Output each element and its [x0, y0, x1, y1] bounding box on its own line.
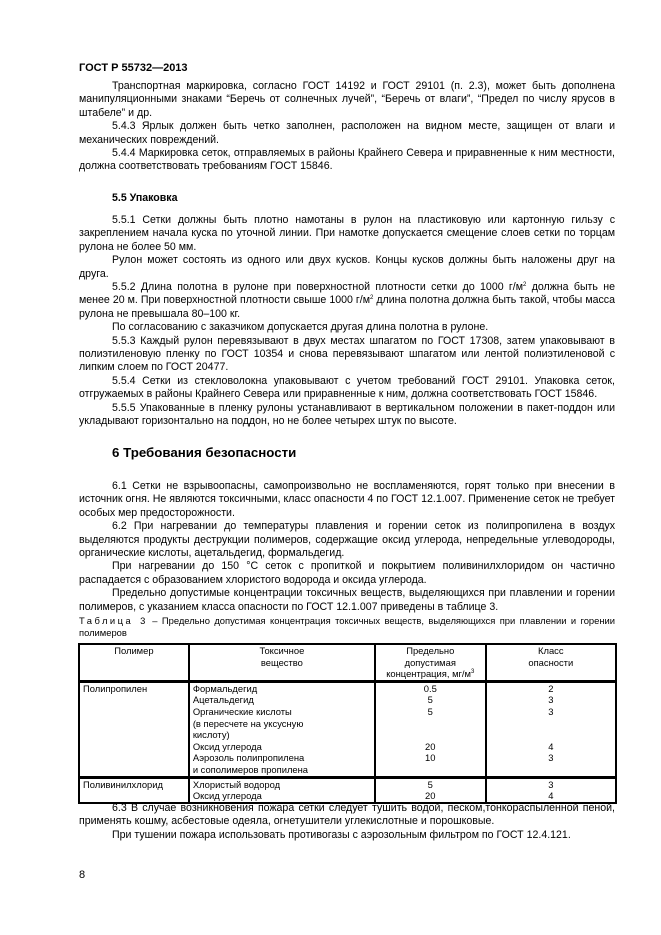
table-header-row: [79, 644, 616, 681]
table-row: (в пересчете на уксусную: [79, 718, 616, 730]
section-5-5-title: 5.5 Упаковка: [112, 192, 178, 204]
paragraph-5-5-3: 5.5.3 Каждый рулон перевязывают в двух местах шпагатом по ГОСТ 17308, затем упаковывают в полиэтиленовую пленку по ГОСТ 10354 и снова перевязывают шпагатом или лентой полиэтиленовой с липким слоем по ГОСТ 20477.: [79, 334, 615, 374]
document-header: ГОСТ Р 55732—2013: [79, 62, 188, 74]
paragraph-5-5-4: 5.5.4 Сетки из стекловолокна упаковывают с учетом требований ГОСТ 29101. Упаковка сеток, отгружаемых в районы Крайнего Севера или приравненные к ним, должна соответствовать ГОСТ 15846.: [79, 374, 615, 401]
header-concentration: Предельно допустимая концентрация, $мг/м^3$: [375, 644, 486, 681]
page-number: 8: [79, 869, 86, 881]
table-row: Оксид углерода 20 4: [79, 741, 616, 753]
table-row: и сополимеров пропилена: [79, 764, 616, 777]
paragraph-max-concentrations: Предельно допустимые концентрации токсичных веществ, выделяющихся при плавлении и горении полимеров, с указанием класса опасности по ГОСТ 12.1.007 приведены в таблице 3.: [79, 587, 615, 613]
table-row: Оксид углерода 20 4: [79, 790, 616, 803]
paragraph-transport-marking: Транспортная маркировка, согласно ГОСТ 14192 и ГОСТ 29101 (п. 2.3), может быть дополнена манипуляционными знаками “Беречь от солнечных лучей”, “Беречь от влаги”, “Предел по числу ярусов в штабеле” и др.: [79, 80, 615, 119]
table-row: Ацетальдегид 5 3: [79, 694, 616, 706]
table-3-caption: Таблица 3 – Предельно допустимая концентрация токсичных веществ, выделяющихся при плавлении и горении полимеров: [79, 615, 616, 638]
table-row: Полипропилен Формальдегид 0.5 2: [79, 681, 616, 694]
header-hazard-class: Класс опасности: [486, 644, 616, 681]
header-polymer: Полимер: [79, 644, 189, 681]
paragraph-6-1: 6.1 Сетки не взрывоопасны, самопроизвольно не воспламеняются, горят только при внесении в источник огня. Не являются токсичными, класс опасности 4 по ГОСТ 12.1.007. Применение сеток не требует особых мер предосторожности.: [79, 480, 615, 519]
section-6-title: 6 Требования безопасности: [112, 445, 297, 460]
paragraph-5-4-3: 5.4.3 Ярлык должен быть четко заполнен, расположен на видном месте, защищен от влаги и механических повреждений.: [79, 120, 615, 146]
section-5-5-body: [79, 214, 615, 429]
paragraph-6-2: 6.2 При нагревании до температуры плавления и горении сеток из полипропилена в воздух выделяются продукты деструкции полимеров, содержащие оксид углерода, непредельные углеводороды, органические кислоты, ацетальдегид, формальдегид.: [79, 520, 615, 560]
paragraph-customer-agreement: По согласованию с заказчиком допускается другая длина полотна в рулоне.: [112, 321, 489, 334]
paragraph-roll-pieces: Рулон может состоять из одного или двух кусков. Концы кусков должны быть наложены друг на друга.: [79, 254, 615, 280]
paragraph-pvc-heating: При нагревании до 150 °С сеток с пропиткой и покрытием поливинилхлоридом он частично распадается с образованием хлористого водорода и оксида углерода.: [79, 560, 615, 586]
paragraph-6-3: 6.3 В случае возникновения пожара сетки следует тушить водой, песком,тонкораспыленной пеной, применять кошму, асбестовые одеяла, огнетушители углекислотные и порошковые.: [79, 802, 615, 828]
paragraph-5-5-1: 5.5.1 Сетки должны быть плотно намотаны в рулон на пластиковую или картонную гильзу с закреплением начала куска по уточной линии. При намотке допускается смещение слоев сетки по торцам рулона не более 50 мм.: [79, 214, 615, 253]
section-6-body: [79, 480, 615, 614]
table-row: кислоту): [79, 729, 616, 741]
paragraph-5-4-4: 5.4.4 Маркировка сеток, отправляемых в районы Крайнего Севера и приравненные к ним местности, должна соответствовать требованиям ГОСТ 15846.: [79, 147, 615, 173]
table-row: Аэрозоль полипропилена 10 3: [79, 752, 616, 764]
header-substance: Токсичное вещество: [189, 644, 375, 681]
section-6-3-body: [79, 802, 615, 842]
paragraph-gas-masks: При тушении пожара использовать противогазы с аэрозольным фильтром по ГОСТ 12.4.121.: [112, 828, 571, 841]
intro-text: [79, 80, 615, 174]
paragraph-5-5-2: 5.5.2 Длина полотна в рулоне при поверхностной плотности сетки до 1000 $г/м^2$ должна быть не менее 20 м. При поверхностной плотности свыше 1000 $г/м^2$ длина полотна должна быть такой, чтобы масса рулона не превышала 80–100 кг.: [79, 281, 615, 320]
table-row: Поливинилхлорид Хлористый водород 5 3: [79, 777, 616, 790]
table-3: [78, 643, 617, 804]
table-row: Органические кислоты 5 3: [79, 706, 616, 718]
paragraph-5-5-5: 5.5.5 Упакованные в пленку рулоны устанавливают в вертикальном положении в пакет-поддон или укладывают горизонтально на поддон, но не более четырех штук по высоте.: [79, 401, 615, 428]
